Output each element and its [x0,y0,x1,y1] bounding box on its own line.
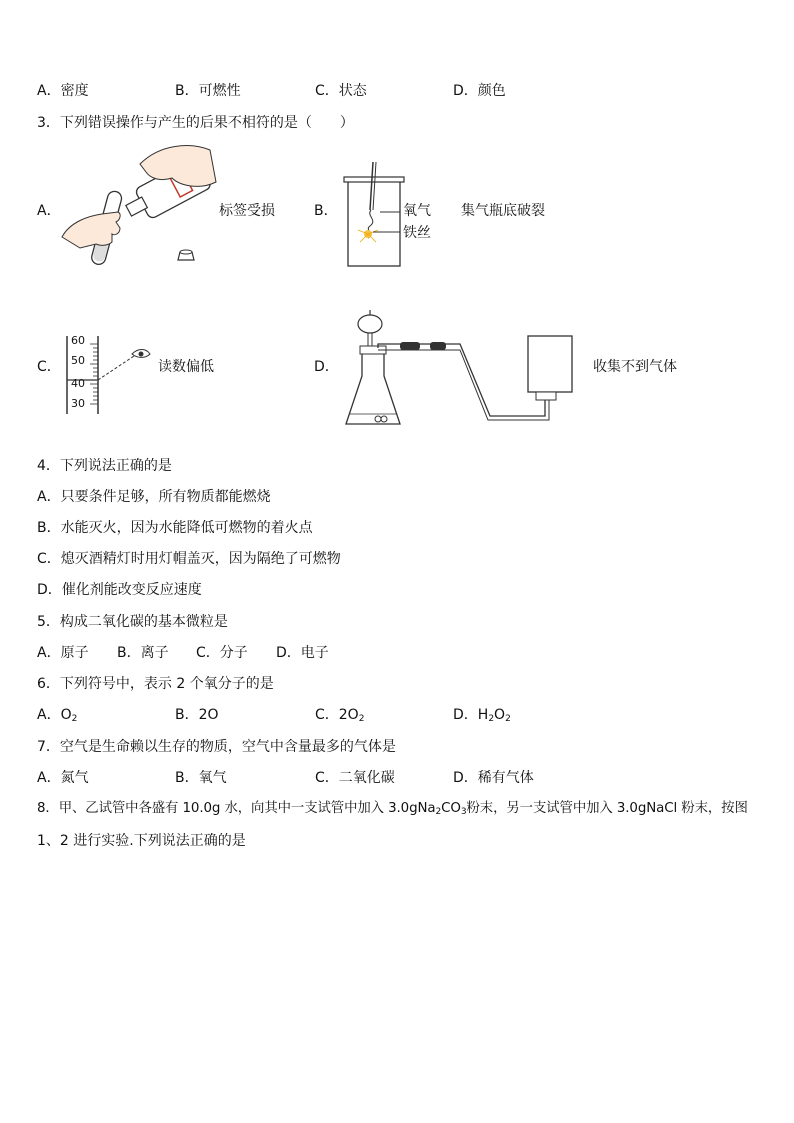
q4-option-c: C．熄灭酒精灯时用灯帽盖灭，因为隔绝了可燃物 [37,551,341,567]
tick-label: 50 [71,354,85,367]
tick-label: 30 [71,397,85,410]
q3-b-result: 集气瓶底破裂 [461,203,545,219]
tick-label: 40 [71,377,85,390]
q6-option-c: C．$2O_2$ [315,707,365,724]
q6-option-b: B．2O [175,707,219,723]
q3-stem: 3．下列错误操作与产生的后果不相符的是（ ） [37,115,354,131]
q2-option-c: C．状态 [315,83,367,99]
q6-option-a: A．$O_2$ [37,707,78,724]
q7-option-a: A．氮气 [37,770,89,786]
q3-c-result: 读数偏低 [158,359,214,375]
q7-option-b: B．氧气 [175,770,227,786]
q3-d-letter: D． [314,359,339,375]
q2-option-a: A．密度 [37,83,89,99]
gas-generation-apparatus-figure [340,306,580,430]
q7-stem: 7．空气是生命赖以生存的物质，空气中含量最多的气体是 [37,739,396,755]
q4-stem: 4．下列说法正确的是 [37,458,172,474]
q3-a-letter: A． [37,203,61,219]
q7-option-d: D．稀有气体 [453,770,534,786]
q4-option-a: A．只要条件足够，所有物质都能燃烧 [37,489,271,505]
pouring-liquid-figure [60,142,220,274]
q5-option-b: B．离子 [117,645,169,661]
q7-option-c: C．二氧化碳 [315,770,395,786]
q4-option-b: B．水能灭火，因为水能降低可燃物的着火点 [37,520,313,536]
q3-c-letter: C． [37,359,61,375]
q5-stem: 5．构成二氧化碳的基本微粒是 [37,614,228,630]
q8-stem-line1: 8．甲、乙试管中各盛有 10.0g 水，向其中一支试管中加入 $3.0gNa_2CO_3$粉末，另一支试管中加入 3.0gNaCl 粉末，按图 [37,801,748,817]
q3-b-letter: B． [314,203,338,219]
label-oxygen: 氧气 [403,203,431,219]
graduated-cylinder-figure [62,334,162,416]
q2-option-b: B．可燃性 [175,83,241,99]
q2-option-d: D．颜色 [453,83,506,99]
gas-jar-figure [340,160,410,270]
q3-a-result: 标签受损 [219,203,275,219]
tick-label: 60 [71,334,85,347]
q3-d-result: 收集不到气体 [593,359,677,375]
label-iron-wire: 铁丝 [403,225,431,241]
q5-option-c: C．分子 [196,645,248,661]
q5-option-a: A．原子 [37,645,89,661]
q8-stem-line2: 1、2 进行实验.下列说法正确的是 [37,833,246,849]
q5-option-d: D．电子 [276,645,329,661]
q6-option-d: D．$H_2O_2$ [453,707,511,724]
q6-stem: 6．下列符号中，表示 2 个氧分子的是 [37,676,274,692]
q4-option-d: D．催化剂能改变反应速度 [37,582,202,598]
